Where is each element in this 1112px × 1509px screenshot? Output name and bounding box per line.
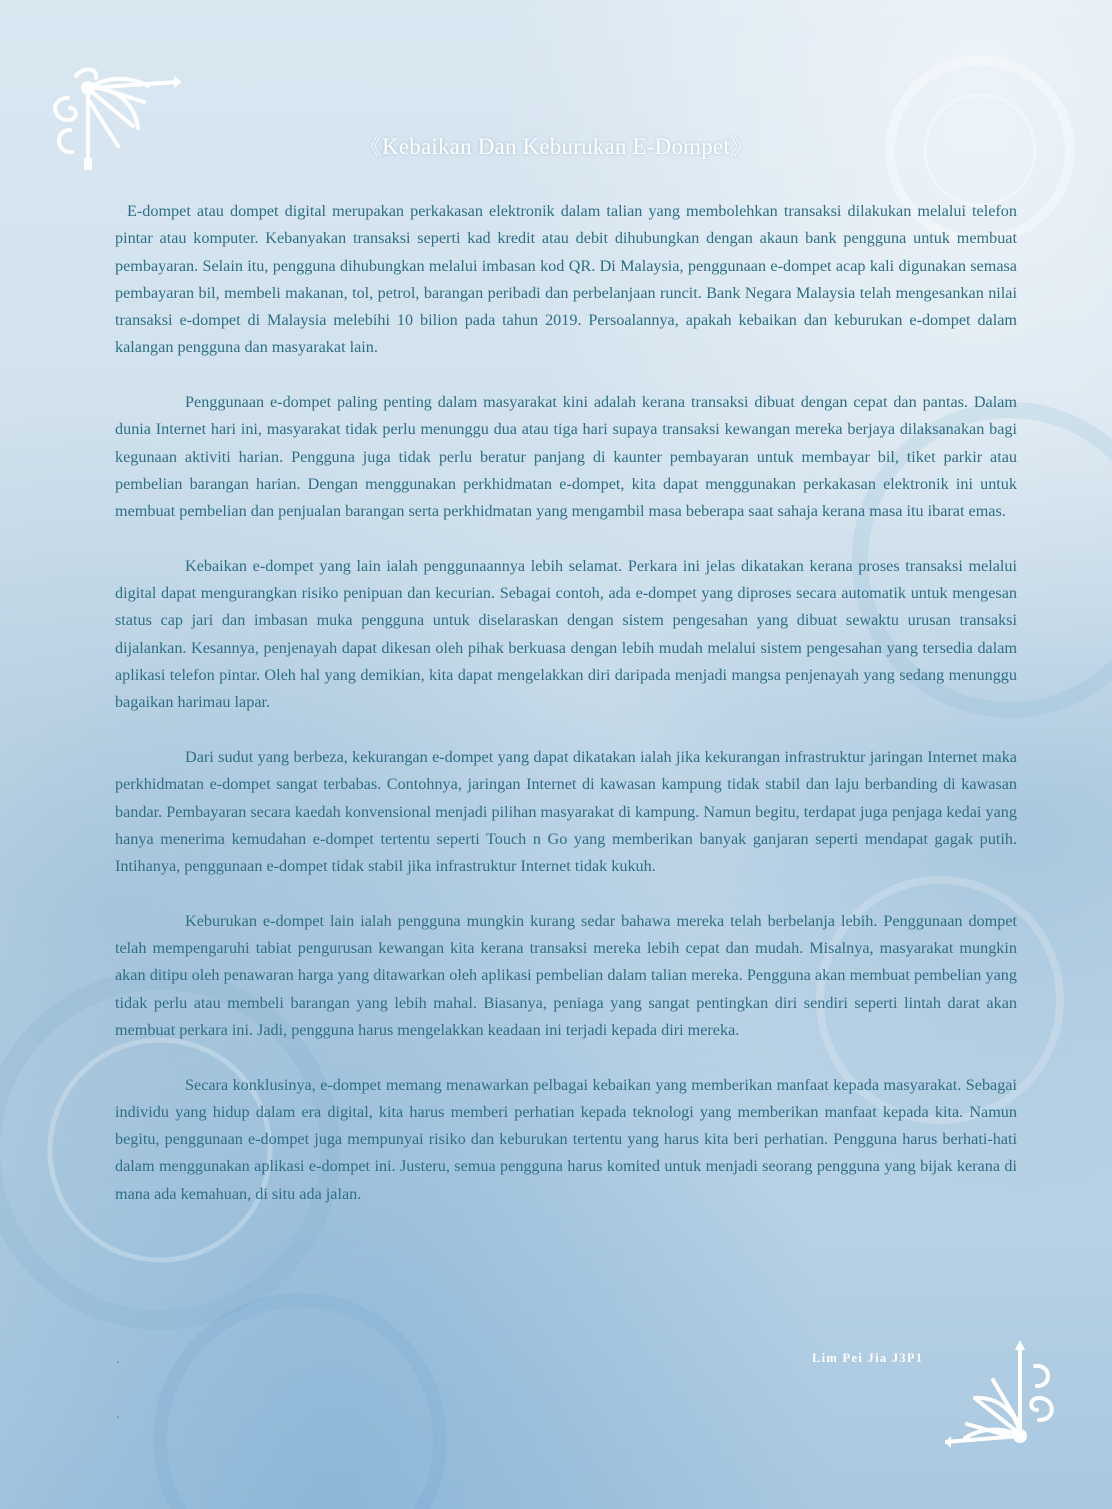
- paragraph-overspending: Keburukan e-dompet lain ialah pengguna mungkin kurang sedar bahawa mereka telah berbelanja lebih. Penggunaan dompet telah mempengaruhi tabiat pengurusan kewangan kita kerana transaksi mereka lebih cepat dan mudah. Misalnya, masyarakat mungkin akan ditipu oleh penawaran harga yang ditawarkan oleh aplikasi pembelian dalam talian mereka. Pengguna akan membuat pembelian yang tidak perlu atau membeli barangan yang lebih mahal. Biasanya, peniaga yang sangat pentingkan diri sendiri seperti lintah darat akan membuat perkara ini. Jadi, pengguna harus mengelakkan keadaan ini terjadi kepada diri mereka.: [115, 911, 1017, 1039]
- page-title: 《Kebaikan Dan Keburukan E-Dompet》: [358, 134, 754, 159]
- article-body: [115, 198, 1017, 1235]
- paragraph-safety: Kebaikan e-dompet yang lain ialah penggunaannya lebih selamat. Perkara ini jelas dikatakan kerana proses transaksi melalui digital dapat mengurangkan risiko penipuan dan kecurian. Sebagai contoh, ada e-dompet yang diproses secara automatik untuk mengesan status cap jari dan imbasan muka pengguna untuk diselaraskan dengan sistem pengesahan yang dibuat sewaktu urusan transaksi dijalankan. Kesannya, penjenayah dapat dikesan oleh pihak berkuasa dengan lebih mudah melalui sistem pengesahan yang tersedia dalam aplikasi telefon pintar. Oleh hal yang demikian, kita dapat mengelakkan diri daripada menjadi mangsa penjenayah yang sedang menunggu bagaikan harimau lapar.: [115, 556, 1017, 712]
- footer-mark: .: [116, 1352, 120, 1367]
- author-signature: Lim Pei Jia J3P1: [812, 1351, 924, 1365]
- ornate-corner-icon: [945, 1340, 1065, 1452]
- paragraph-conclusion: Secara konklusinya, e-dompet memang menawarkan pelbagai kebaikan yang memberikan manfaat kepada masyarakat. Sebagai individu yang hidup dalam era digital, kita harus memberi perhatian kepada teknologi yang memberikan manfaat kepada kita. Namun begitu, penggunaan e-dompet juga mempunyai risiko dan keburukan tertentu yang harus kita beri perhatian. Pengguna harus berhati-hati dalam menggunakan aplikasi e-dompet ini. Justeru, semua pengguna harus komited untuk menjadi seorang pengguna yang bijak kerana di mana ada kemahuan, di situ ada jalan.: [115, 1075, 1017, 1203]
- footer-mark: .: [116, 1407, 120, 1422]
- paragraph-infrastructure: Dari sudut yang berbeza, kekurangan e-dompet yang dapat dikatakan ialah jika kekurangan infrastruktur jaringan Internet maka perkhidmatan e-dompet sangat terbabas. Contohnya, jaringan Internet di kawasan kampung tidak stabil dan laju berbanding di kawasan bandar. Pembayaran secara kaedah konvensional menjadi pilihan masyarakat di kampung. Namun begitu, terdapat juga penjaga kedai yang hanya menerima kemudahan e-dompet tertentu seperti Touch n Go yang memberikan banyak ganjaran seperti mendapat gagak putih. Intihanya, penggunaan e-dompet tidak stabil jika infrastruktur Internet tidak kukuh.: [115, 747, 1017, 876]
- paragraph-speed: Penggunaan e-dompet paling penting dalam masyarakat kini adalah kerana transaksi dibuat dengan cepat dan pantas. Dalam dunia Internet hari ini, masyarakat tidak perlu menunggu dua atau tiga hari supaya transaksi kewangan mereka berjaya dilaksanakan bagi kegunaan aktiviti harian. Pengguna juga tidak perlu beratur panjang di kaunter pembayaran untuk membayar bil, tiket parkir atau pembelian barangan harian. Dengan menggunakan perkhidmatan e-dompet, kita dapat menggunakan perkakasan elektronik ini untuk membuat pembelian dan penjualan barangan serta perkhidmatan yang mengambil masa beberapa saat sahaja kerana masa itu ibarat emas.: [115, 393, 1017, 521]
- paragraph-intro: E-dompet atau dompet digital merupakan perkakasan elektronik dalam talian yang membolehkan transaksi dilakukan melalui telefon pintar atau komputer. Kebanyakan transaksi seperti kad kredit atau debit dihubungkan dengan akaun bank pengguna untuk membuat pembayaran. Selain itu, pengguna dihubungkan melalui imbasan kod QR. Di Malaysia, penggunaan e-dompet acap kali digunakan semasa pembayaran bil, membeli makanan, tol, petrol, barangan peribadi dan perbelanjaan runcit. Bank Negara Malaysia telah mengesankan nilai transaksi e-dompet di Malaysia melebihi 10 bilion pada tahun 2019. Persoalannya, apakah kebaikan dan keburukan e-dompet dalam kalangan pengguna dan masyarakat lain.: [115, 202, 1017, 357]
